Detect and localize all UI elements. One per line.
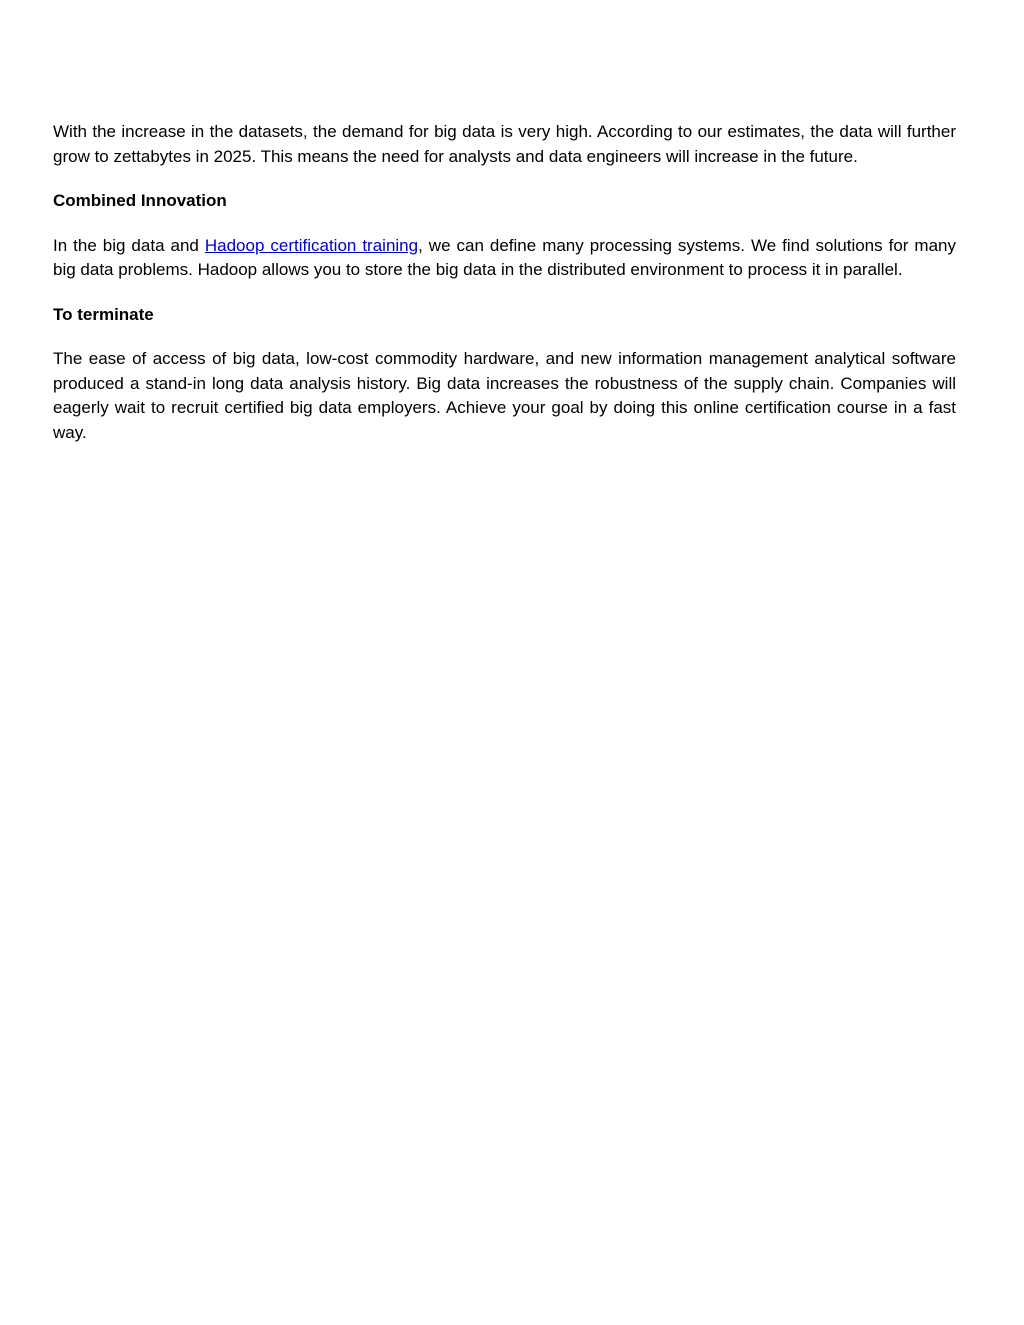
section-heading-to-terminate: To terminate <box>53 304 154 324</box>
section-heading-combined-innovation: Combined Innovation <box>53 191 227 210</box>
document-page <box>53 120 956 465</box>
conclusion-paragraph: The ease of access of big data, low-cost commodity hardware, and new information management analytical software produced a stand-in long data analysis history. Big data increases the robustness of the supply chain. Companies will eagerly wait to recruit certified big data employers. Achieve your goal by doing this online certification course in a fast way. <box>53 349 956 442</box>
intro-paragraph: With the increase in the datasets, the demand for big data is very high. According to our estimates, the data will further grow to zettabytes in 2025. This means the need for analysts and data engineers will increase in the future. <box>53 122 956 166</box>
combined-innovation-paragraph <box>53 234 956 283</box>
hadoop-certification-training-link[interactable]: Hadoop certification training <box>204 235 419 255</box>
paragraph-text-before-link: In the big data and <box>53 235 205 255</box>
paragraph-text-after-link: , we can define many processing systems. We find solutions for many big data problems. Hadoop allows you to store the big data in the distributed environment to process it in parallel. <box>53 235 956 279</box>
